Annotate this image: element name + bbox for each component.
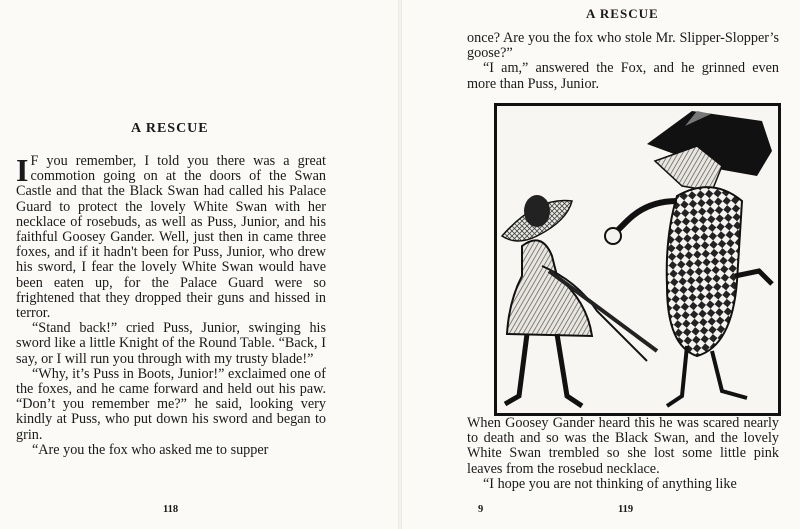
- illustration-puss-and-fox: [494, 103, 781, 416]
- fox-figure: [605, 111, 772, 406]
- drop-cap: I: [16, 152, 29, 188]
- paragraph: “I am,” answered the Fox, and he grinned even more than Puss, Junior.: [467, 60, 779, 92]
- paragraph: “Stand back!” cried Puss, Junior, swinging his sword like a little Knight of the Round Table. “Back, I say, or I will run you through with my trusty blade!”: [16, 320, 326, 367]
- page-title-right: A RESCUE: [586, 6, 659, 21]
- paragraph: I F you remember, I told you there was a great commotion going on at the doors of the Swan Castle and that the Black Swan had called his Palace Guard to protect the lovely White Swan with her necklace of rosebuds, as well as Puss, Junior, and his faithful Goosey Gander. Well, just then in came three foxes, and if it hadn't been for Puss, Junior, who drew his sword, I fear the lovely White Swan would have been eaten up, for the Palace Guard were so frightened that they dropped their guns and hissed in terror.: [16, 152, 326, 322]
- right-page: [400, 0, 800, 529]
- paragraph: “I hope you are not thinking of anything like: [483, 475, 737, 492]
- page-number-left: 118: [163, 504, 179, 515]
- right-bottom-text: [467, 416, 779, 492]
- paragraph: “Are you the fox who asked me to supper: [32, 441, 269, 458]
- paragraph: When Goosey Gander heard this he was scared nearly to death and so was the Black Swan, and the lovely White Swan trembled so she lost some little pink leaves from the rosebud necklace.: [467, 415, 779, 477]
- left-body-text: [16, 154, 326, 458]
- page-title-left: A RESCUE: [131, 121, 209, 136]
- right-top-text: [467, 31, 779, 92]
- page-number-right: 119: [618, 504, 634, 515]
- paragraph: “Why, it’s Puss in Boots, Junior!” exclaimed one of the foxes, and he came forward and held out his paw. “Don’t you remember me?” he said, looking very kindly at Puss, who put down his sword and began to grin.: [16, 365, 326, 443]
- puss-junior-figure: [502, 195, 657, 406]
- signature-mark: 9: [478, 504, 484, 515]
- paragraph: once? Are you the fox who stole Mr. Slipper-Slopper’s goose?”: [467, 30, 779, 62]
- illustration-drawing: [497, 106, 778, 413]
